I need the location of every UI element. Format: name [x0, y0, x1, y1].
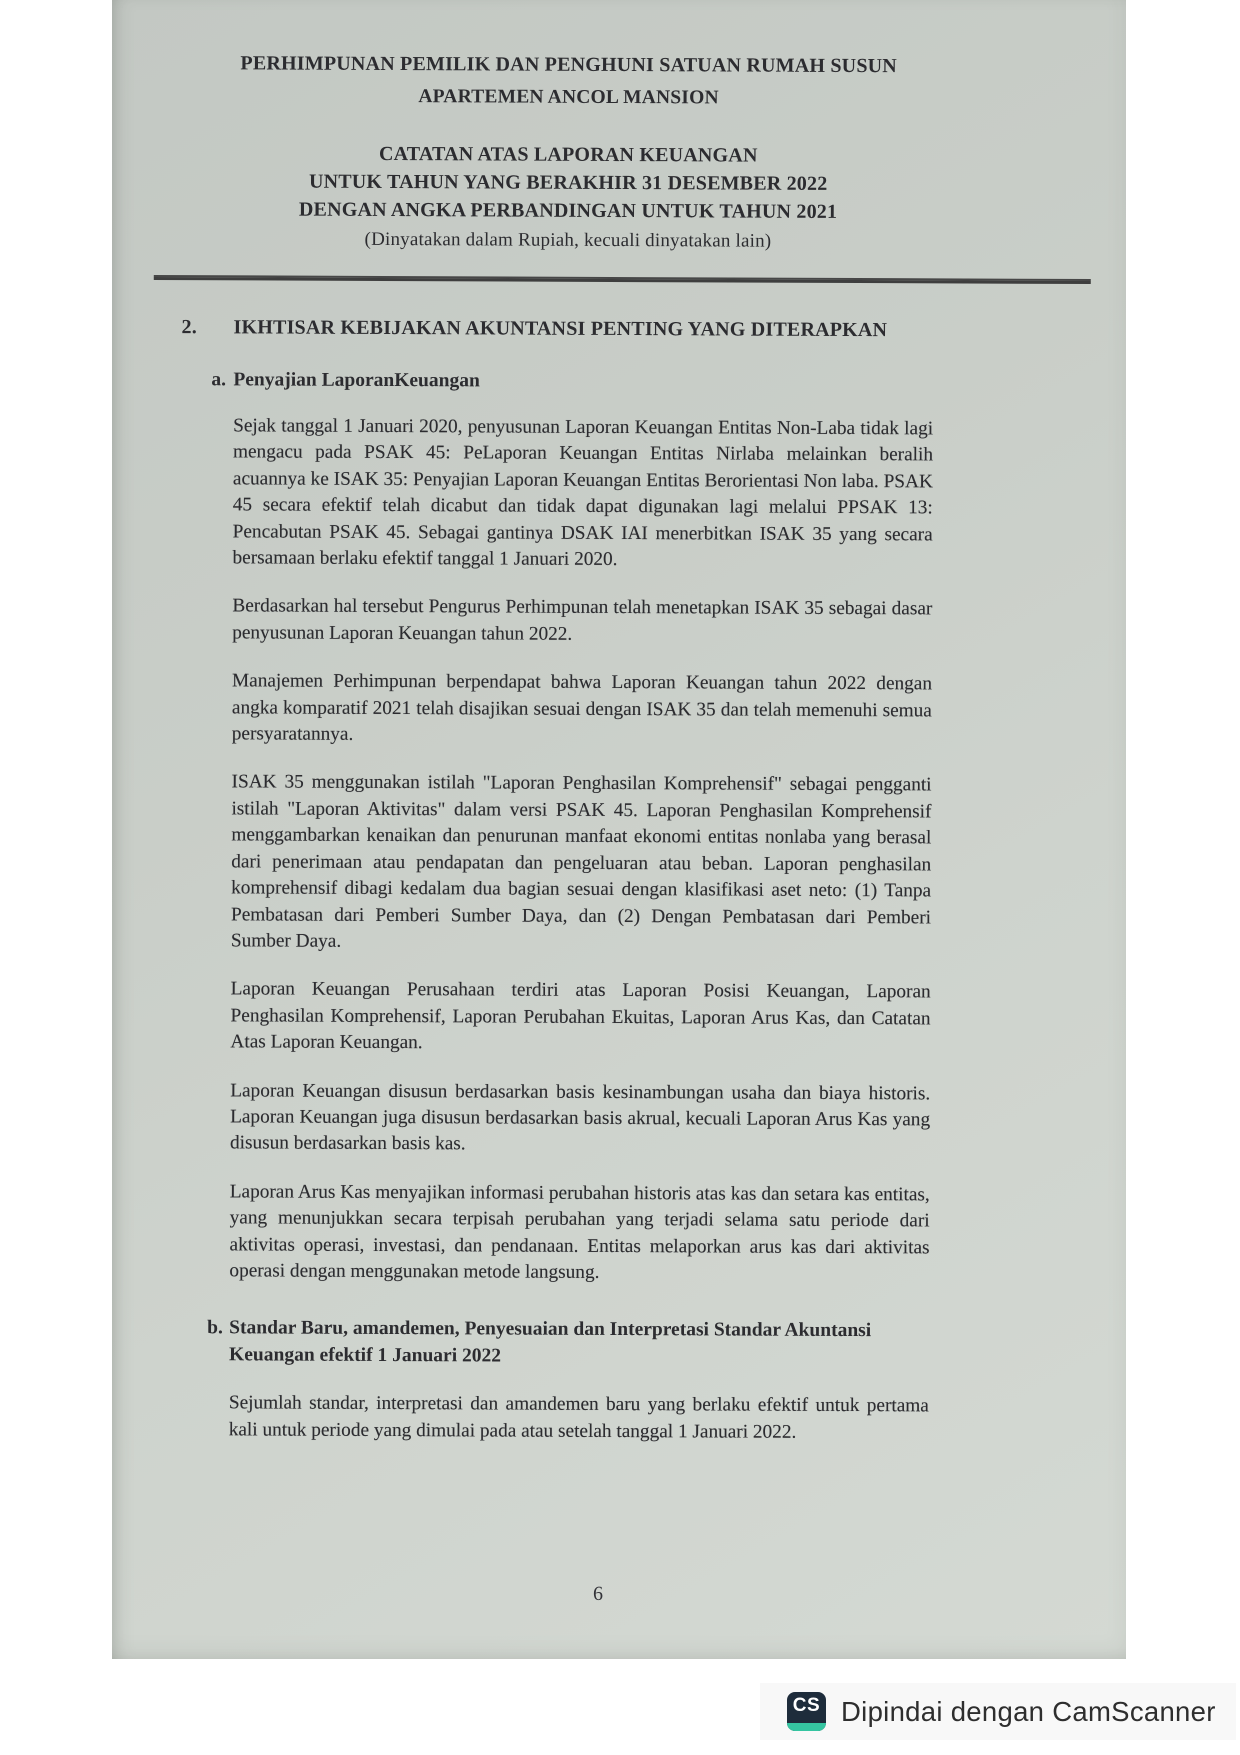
- document-header: [202, 50, 935, 255]
- camscanner-icon: [787, 1692, 826, 1731]
- document-content-area: [105, 0, 1126, 1661]
- paragraph: Laporan Keuangan Perusahaan terdiri atas Laporan Posisi Keuangan, Laporan Penghasilan Komprehensif, Laporan Perubahan Ekuitas, Laporan Arus Kas, dan Catatan Atas Laporan Keuangan.: [230, 978, 931, 1054]
- section-title: IKHTISAR KEBIJAKAN AKUNTANSI PENTING YANG DITERAPKAN: [233, 316, 888, 342]
- header-divider: [154, 275, 1091, 284]
- paragraph: Sejumlah standar, interpretasi dan amandemen baru yang berlaku efektif untuk pertama kali untuk periode yang dimulai pada atau setelah tanggal 1 Januari 2022.: [228, 1392, 929, 1443]
- section-number: 2.: [181, 316, 198, 339]
- subsection-a-title: Penyajian LaporanKeuangan: [233, 369, 480, 392]
- report-title-block: [202, 139, 934, 255]
- currency-note: (Dinyatakan dalam Rupiah, kecuali dinyatakan lain): [364, 228, 772, 252]
- organization-name-line1: PERHIMPUNAN PEMILIK DAN PENGHUNI SATUAN RUMAH SUSUN: [240, 52, 898, 78]
- page-number: 6: [592, 1582, 604, 1605]
- paragraph: Manajemen Perhimpunan berpendapat bahwa Laporan Keuangan tahun 2022 dengan angka komparatif 2021 telah disajikan sesuai dengan ISAK 35 dan telah memenuhi semua persyaratannya.: [231, 670, 933, 745]
- subsection-a-heading: [211, 369, 933, 394]
- paragraph: Berdasarkan hal tersebut Pengurus Perhimpunan telah menetapkan ISAK 35 sebagai dasar penyusunan Laporan Keuangan tahun 2022.: [232, 595, 933, 645]
- paragraph: Sejak tanggal 1 Januari 2020, penyusunan Laporan Keuangan Entitas Non-Laba tidak lagi mengacu pada PSAK 45: PeLaporan Keuangan Entitas Nirlaba melainkan beralih acuannya ke ISAK 35: Penyajian Laporan Keuangan Entitas Berorientasi Non laba. PSAK 45 secara efektif telah dicabut dan tidak dapat digunakan lagi melalui PPSAK 13: Pencabutan PSAK 45. Sebagai gantinya DSAK IAI menerbitkan ISAK 35 yang secara bersamaan berlaku efektif tanggal 1 Januari 2020.: [232, 415, 934, 571]
- report-title-line1: CATATAN ATAS LAPORAN KEUANGAN: [378, 142, 758, 167]
- report-title-line3: DENGAN ANGKA PERBANDINGAN UNTUK TAHUN 2021: [298, 198, 838, 223]
- subsection-b-letter: b.: [207, 1317, 223, 1339]
- report-title-line2: UNTUK TAHUN YANG BERAKHIR 31 DESEMBER 2022: [308, 170, 828, 195]
- paragraph: ISAK 35 menggunakan istilah "Laporan Penghasilan Komprehensif" sebagai pengganti istilah "Laporan Aktivitas" dalam versi PSAK 45. Laporan Penghasilan Komprehensif menggambarkan kenaikan dan penurunan manfaat ekonomi entitas nonlaba yang berasal dari penerimaan atau pendapatan dan pengeluaran atau beban. Laporan penghasilan komprehensif dibagi kedalam dua bagian sesuai dengan klasifikasi aset neto: (1) Tanpa Pembatasan dari Pemberi Sumber Daya, dan (2) Dengan Pembatasan dari Pemberi Sumber Daya.: [230, 771, 932, 952]
- camscanner-watermark-text: Dipindai dengan CamScanner: [841, 1695, 1216, 1727]
- camscanner-icon-letters: CS: [792, 1695, 821, 1716]
- camscanner-badge: [760, 1683, 1236, 1740]
- subsection-b-heading: [207, 1315, 929, 1372]
- paragraph: Laporan Arus Kas menyajikan informasi perubahan historis atas kas dan setara kas entitas, yang menunjukkan secara terpisah perubahan yang terjadi selama satu periode dari aktivitas operasi, investasi, dan pendanaan. Entitas melaporkan arus kas dari aktivitas operasi dengan menggunakan metode langsung.: [229, 1181, 930, 1283]
- camscanner-icon-accent: [787, 1723, 826, 1731]
- paragraph: Laporan Keuangan disusun berdasarkan basis kesinambungan usaha dan biaya historis. Laporan Keuangan juga disusun berdasarkan basis akrual, kecuali Laporan Arus Kas yang disusun berdasarkan basis kas.: [229, 1079, 931, 1155]
- subsection-a-letter: a.: [211, 369, 227, 391]
- scanned-document-page: [112, 0, 1126, 1659]
- section-heading: [182, 316, 934, 342]
- subsection-b-title: Standar Baru, amandemen, Penyesuaian dan Interpretasi Standar Akuntansi Keuangan efektif 1 Januari 2022: [229, 1317, 872, 1367]
- organization-name-line2: APARTEMEN ANCOL MANSION: [418, 86, 719, 109]
